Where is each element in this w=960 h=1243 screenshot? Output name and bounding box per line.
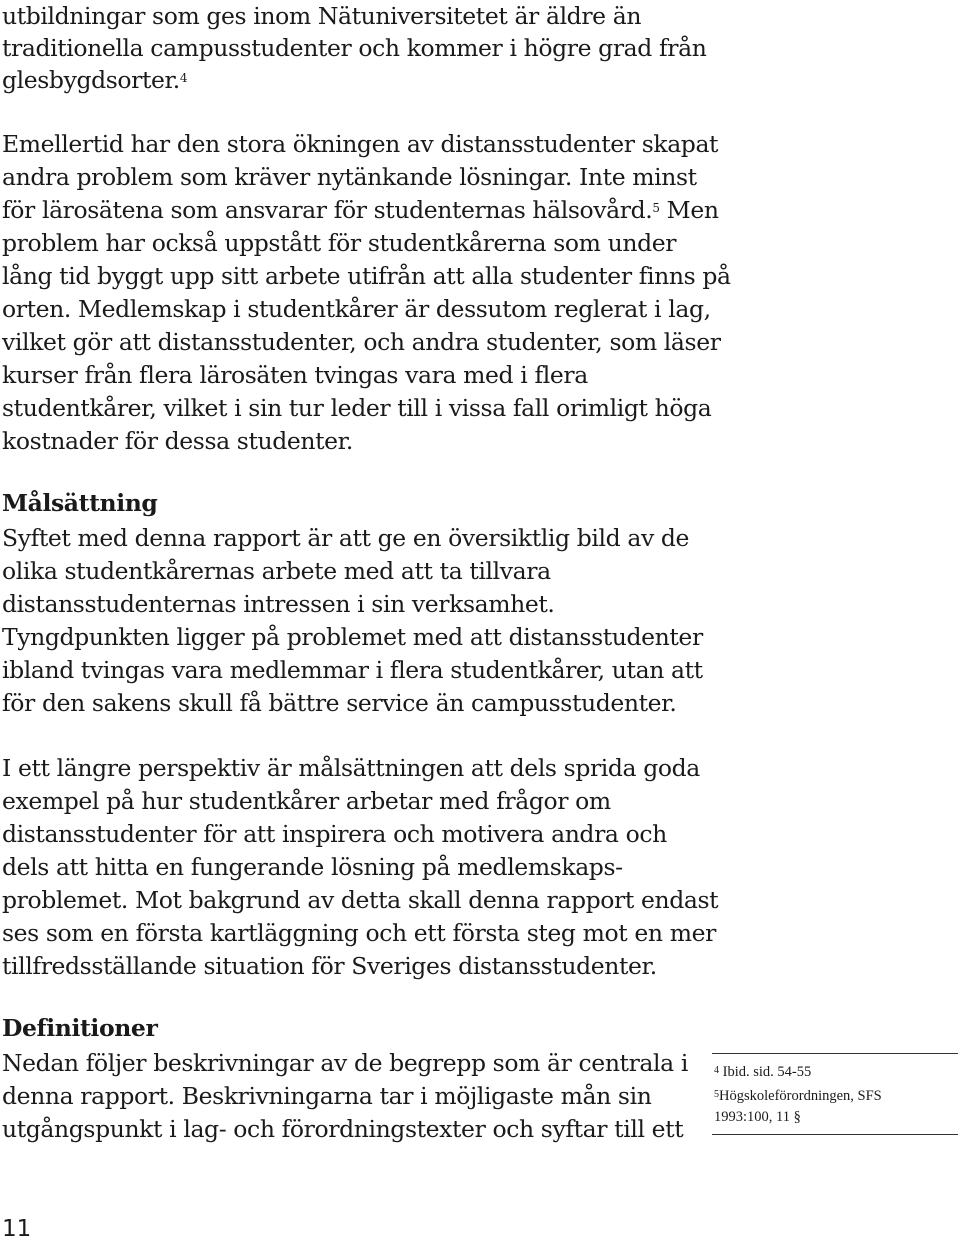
- body-line: [2, 194, 719, 227]
- body-line: distansstudenter för att inspirera och motivera andra och: [2, 820, 667, 848]
- body-line: traditionella campusstudenter och kommer i högre grad från: [2, 34, 707, 62]
- body-line: Nedan följer beskrivningar av de begrepp som är centrala i: [2, 1049, 688, 1077]
- body-line: vilket gör att distansstudenter, och andra studenter, som läser: [2, 328, 721, 356]
- body-line: problemet. Mot bakgrund av detta skall denna rapport endast: [2, 886, 719, 914]
- body-line: ibland tvingas vara medlemmar i flera studentkårer, utan att: [2, 656, 703, 684]
- body-line: denna rapport. Beskrivningarna tar i möjligaste mån sin: [2, 1082, 652, 1110]
- footnote-number: 5: [714, 1089, 719, 1100]
- footnote-ref[interactable]: 4: [179, 71, 188, 85]
- body-line: distansstudenternas intressen i sin verksamhet.: [2, 590, 555, 618]
- body-line: Syftet med denna rapport är att ge en översiktlig bild av de: [2, 524, 690, 552]
- body-line: kurser från flera lärosäten tvingas vara med i flera: [2, 361, 588, 389]
- body-line: för den sakens skull få bättre service än campusstudenter.: [2, 689, 677, 717]
- footnote-text: Ibid. sid. 54-55: [719, 1064, 812, 1080]
- body-line: exempel på hur studentkårer arbetar med frågor om: [2, 787, 611, 815]
- footnote-ref[interactable]: 5: [652, 201, 660, 215]
- footnote-bottom-rule: [712, 1134, 958, 1135]
- body-line: [2, 64, 187, 97]
- page-number: 11: [2, 1216, 32, 1242]
- body-line: orten. Medlemskap i studentkårer är dessutom reglerat i lag,: [2, 295, 711, 323]
- body-line: dels att hitta en fungerande lösning på medlemskaps-: [2, 853, 623, 881]
- section-heading-malsattning: Målsättning: [2, 489, 158, 517]
- body-line: utbildningar som ges inom Nätuniversitetet är äldre än: [2, 2, 642, 30]
- footnote-separator: [712, 1053, 958, 1054]
- footnote-number: 4: [714, 1065, 719, 1076]
- body-line: studentkårer, vilket i sin tur leder till i vissa fall orimligt höga: [2, 394, 712, 422]
- body-line: Tyngdpunkten ligger på problemet med att distansstudenter: [2, 623, 703, 651]
- footnote-5-cont: 1993:100, 11 §: [714, 1109, 801, 1125]
- body-line: andra problem som kräver nytänkande lösningar. Inte minst: [2, 163, 697, 191]
- body-line: tillfredsställande situation för Sveriges distansstudenter.: [2, 952, 657, 980]
- body-line: utgångspunkt i lag- och förordningstexter och syftar till ett: [2, 1115, 684, 1143]
- body-line: problem har också uppstått för studentkårerna som under: [2, 229, 677, 257]
- body-line: Emellertid har den stora ökningen av distansstudenter skapat: [2, 130, 719, 158]
- footnote-4: [714, 1060, 811, 1084]
- footnote-text: Högskoleförordningen, SFS: [719, 1088, 882, 1104]
- body-line: olika studentkårernas arbete med att ta tillvara: [2, 557, 551, 585]
- body-line: ses som en första kartläggning och ett första steg mot en mer: [2, 919, 716, 947]
- body-text: glesbygdsorter.: [2, 66, 180, 94]
- body-line: kostnader för dessa studenter.: [2, 427, 353, 455]
- body-text: för lärosätena som ansvarar för studenternas hälsovård.: [2, 196, 653, 224]
- section-heading-definitioner: Definitioner: [2, 1014, 158, 1042]
- body-line: I ett längre perspektiv är målsättningen att dels sprida goda: [2, 754, 700, 782]
- body-line: lång tid byggt upp sitt arbete utifrån att alla studenter finns på: [2, 262, 731, 290]
- body-text: Men: [659, 196, 719, 224]
